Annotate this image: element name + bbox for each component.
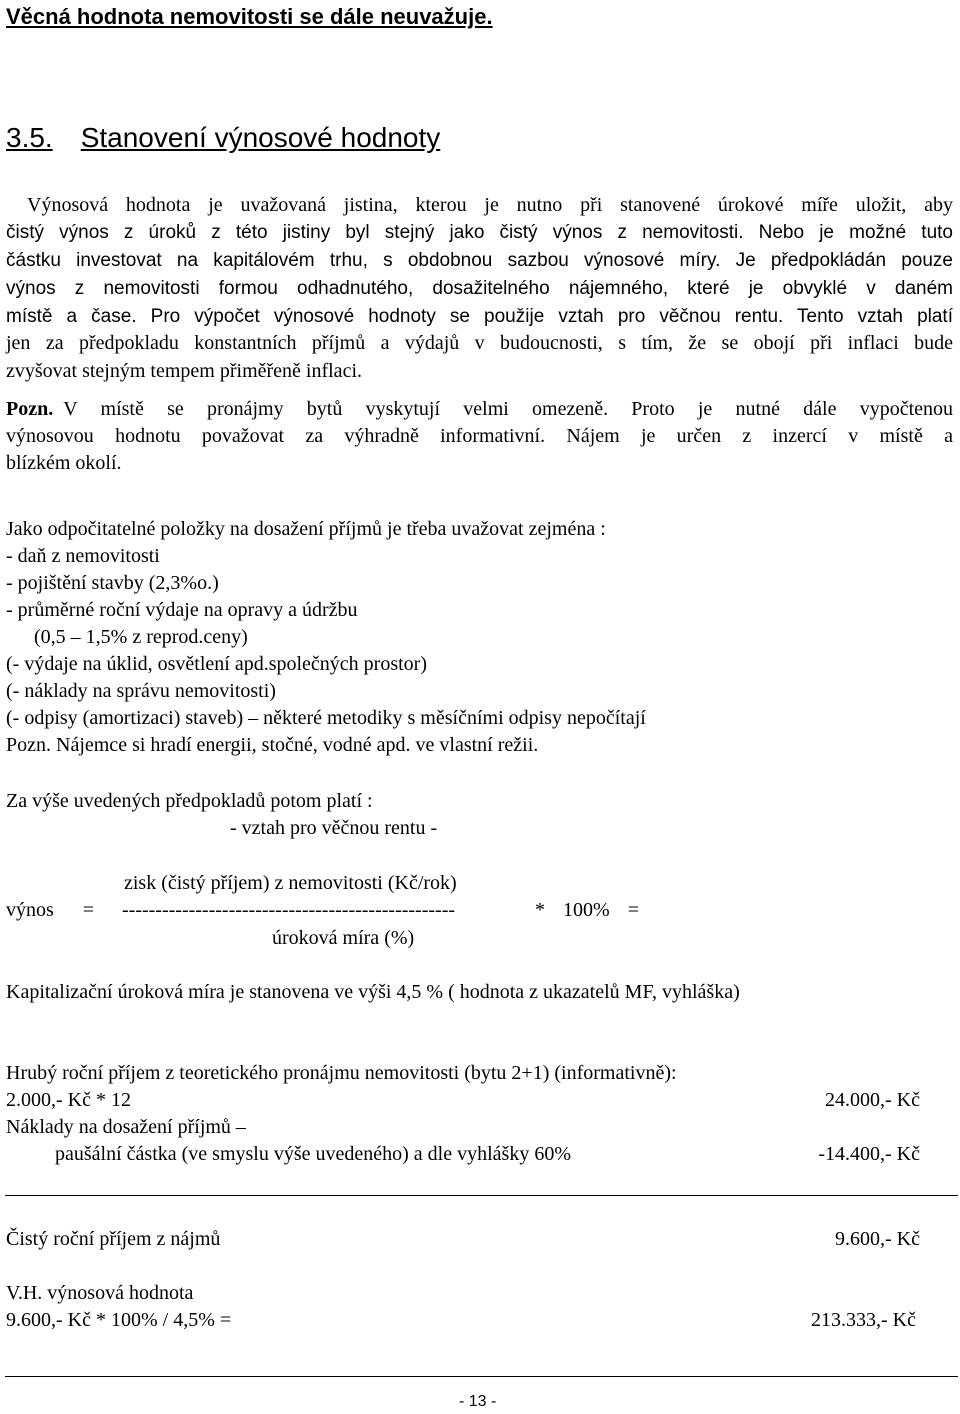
calc-row-label: 2.000,- Kč * 12 — [6, 1089, 131, 1111]
footer-divider — [5, 1376, 958, 1377]
calc-row-label: Náklady na dosažení příjmů – — [6, 1116, 246, 1138]
formula-numerator: zisk (čistý příjem) z nemovitosti (Kč/rok) — [124, 872, 457, 894]
formula-rhs: * 100% = — [535, 899, 639, 921]
section-heading — [6, 118, 454, 158]
note-line: výnosovou hodnotu považovat za výhradně informativní. Nájem je určen z inzercí v místě a — [6, 425, 953, 447]
list-item: (0,5 – 1,5% z reprod.ceny) — [34, 626, 248, 648]
divider-line — [5, 1195, 958, 1196]
para-line: výnos z nemovitosti formou odhadnutého, dosažitelného nájemného, které je obvyklé v daném — [6, 278, 953, 299]
deductions-intro: Jako odpočitatelné položky na dosažení příjmů je třeba uvažovat zejména : — [6, 518, 606, 540]
list-item: Pozn. Nájemce si hradí energii, stočné, vodné apd. ve vlastní režii. — [6, 734, 539, 756]
calc-heading: Hrubý roční příjem z teoretického pronájmu nemovitosti (bytu 2+1) (informativně): — [6, 1062, 677, 1084]
note-line: blízkém okolí. — [6, 452, 122, 474]
net-income-label: Čistý roční příjem z nájmů — [6, 1228, 221, 1250]
list-item: (- výdaje na úklid, osvětlení apd.společných prostor) — [6, 653, 427, 675]
formula-intro: Za výše uvedených předpokladů potom platí : — [6, 790, 373, 812]
para-line: zvyšovat stejným tempem přiměřeně inflaci. — [6, 360, 362, 382]
yield-value-result: 213.333,- Kč — [811, 1309, 916, 1331]
section-number: 3.5. — [6, 122, 53, 153]
calc-row-label: paušální částka (ve smyslu výše uvedeného) a dle vyhlášky 60% — [55, 1143, 571, 1165]
capitalization-rate-note: Kapitalizační úroková míra je stanovena ve výši 4,5 % ( hodnota z ukazatelů MF, vyhláška) — [6, 981, 740, 1003]
calc-row-value: 24.000,- Kč — [825, 1089, 920, 1111]
para-line: částku investovat na kapitálovém trhu, s obdobnou sazbou výnosové míry. Je předpokládán pouze — [6, 250, 953, 271]
page-number: - 13 - — [459, 1393, 497, 1410]
list-item: - průměrné roční výdaje na opravy a údržbu — [6, 599, 358, 621]
formula-name: - vztah pro věčnou rentu - — [230, 817, 438, 839]
para-line: Výnosová hodnota je uvažovaná jistina, kterou je nutno při stanovené úrokové míře uložit, aby — [27, 194, 953, 216]
formula-denominator: úroková míra (%) — [272, 927, 415, 949]
para-line: jen za předpokladu konstantních příjmů a výdajů v budoucnosti, s tím, že se obojí při inflaci bude — [6, 332, 953, 354]
top-heading: Věcná hodnota nemovitosti se dále neuvažuje. — [6, 4, 493, 29]
para-line: čistý výnos z úroků z této jistiny byl stejný jako čistý výnos z nemovitosti. Nebo je možné tuto — [6, 222, 953, 243]
note-label: Pozn. — [6, 398, 54, 420]
yield-value-calc: 9.600,- Kč * 100% / 4,5% = — [6, 1309, 232, 1331]
para-line: místě a čase. Pro výpočet výnosové hodnoty se použije vztah pro věčnou rentu. Tento vztah platí — [6, 306, 953, 327]
yield-value-label: V.H. výnosová hodnota — [6, 1282, 194, 1304]
list-item: - pojištění stavby (2,3%o.) — [6, 572, 219, 594]
list-item: (- odpisy (amortizaci) staveb) – některé metodiky s měsíčními odpisy nepočítají — [6, 707, 646, 729]
formula-lhs: výnos = — [6, 899, 94, 921]
list-item: - daň z nemovitosti — [6, 545, 160, 567]
formula-bar: -------------------------------------------------- — [122, 899, 456, 921]
list-item: (- náklady na správu nemovitosti) — [6, 680, 276, 702]
section-title: Stanovení výnosové hodnoty — [80, 122, 441, 153]
calc-row-value: -14.400,- Kč — [818, 1143, 920, 1165]
net-income-value: 9.600,- Kč — [835, 1228, 920, 1250]
note-line: Pozn. V místě se pronájmy bytů vyskytují velmi omezeně. Proto je nutné dále vypočtenou — [6, 398, 953, 420]
